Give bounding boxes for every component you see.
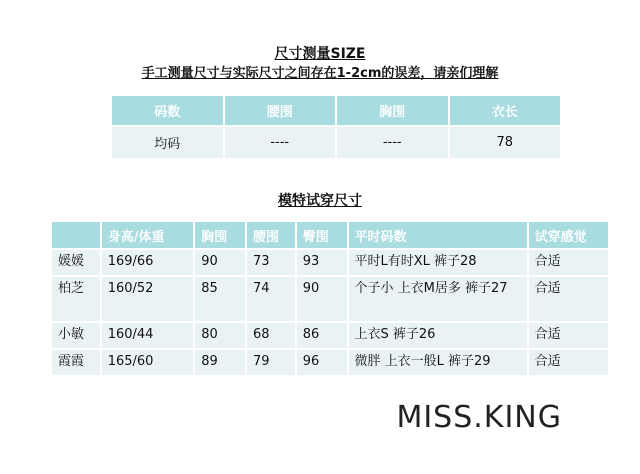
model-header-cell: 身高/体重: [102, 222, 194, 248]
model-cell: 165/60: [102, 350, 194, 375]
model-cell: 85: [195, 277, 245, 321]
size-cell: 均码: [112, 127, 223, 158]
model-name: 霞霞: [52, 350, 100, 375]
size-table: [110, 94, 562, 160]
size-note: 手工测量尺寸与实际尺寸之间存在1-2cm的误差，请亲们理解: [141, 66, 499, 81]
model-header-cell: 试穿感觉: [529, 222, 608, 248]
model-cell: 合适: [529, 250, 608, 275]
model-cell: 160/52: [102, 277, 194, 321]
size-header-cell: 衣长: [450, 96, 561, 125]
model-header-cell: 腰围: [247, 222, 295, 248]
model-cell: 89: [195, 350, 245, 375]
model-header-cell: 平时码数: [349, 222, 527, 248]
model-cell: 合适: [529, 277, 608, 321]
model-cell: 合适: [529, 350, 608, 375]
model-header-cell: [52, 222, 100, 248]
model-table: [50, 220, 610, 377]
size-title: 尺寸测量SIZE: [274, 46, 366, 62]
model-cell: 79: [247, 350, 295, 375]
size-cell: ----: [225, 127, 336, 158]
model-cell: 73: [247, 250, 295, 275]
model-cell: 86: [297, 323, 347, 348]
model-header-cell: 胸围: [195, 222, 245, 248]
model-cell: 90: [297, 277, 347, 321]
size-header-row: [112, 96, 560, 125]
table-row: [52, 323, 608, 348]
model-cell: 微胖 上衣一般L 裤子29: [349, 350, 527, 375]
model-cell: 个子小 上衣M居多 裤子27: [349, 277, 527, 321]
size-header-cell: 胸围: [337, 96, 448, 125]
model-cell: 80: [195, 323, 245, 348]
table-row: [52, 250, 608, 275]
model-title: 模特试穿尺寸: [278, 193, 362, 209]
model-cell: 160/44: [102, 323, 194, 348]
table-row: [52, 350, 608, 375]
brand-logo: MISS.KING: [396, 400, 562, 435]
model-cell: 96: [297, 350, 347, 375]
model-header-cell: 臀围: [297, 222, 347, 248]
size-row: [112, 127, 560, 158]
model-name: 媛媛: [52, 250, 100, 275]
model-cell: 平时L有时XL 裤子28: [349, 250, 527, 275]
size-header-cell: 腰围: [225, 96, 336, 125]
model-cell: 合适: [529, 323, 608, 348]
model-cell: 74: [247, 277, 295, 321]
size-cell: ----: [337, 127, 448, 158]
model-cell: 90: [195, 250, 245, 275]
model-name: 小敏: [52, 323, 100, 348]
size-header-cell: 码数: [112, 96, 223, 125]
size-cell: 78: [450, 127, 561, 158]
model-cell: 68: [247, 323, 295, 348]
model-header-row: [52, 222, 608, 248]
model-cell: 93: [297, 250, 347, 275]
model-cell: 上衣S 裤子26: [349, 323, 527, 348]
model-cell: 169/66: [102, 250, 194, 275]
table-row: [52, 277, 608, 321]
model-name: 柏芝: [52, 277, 100, 321]
